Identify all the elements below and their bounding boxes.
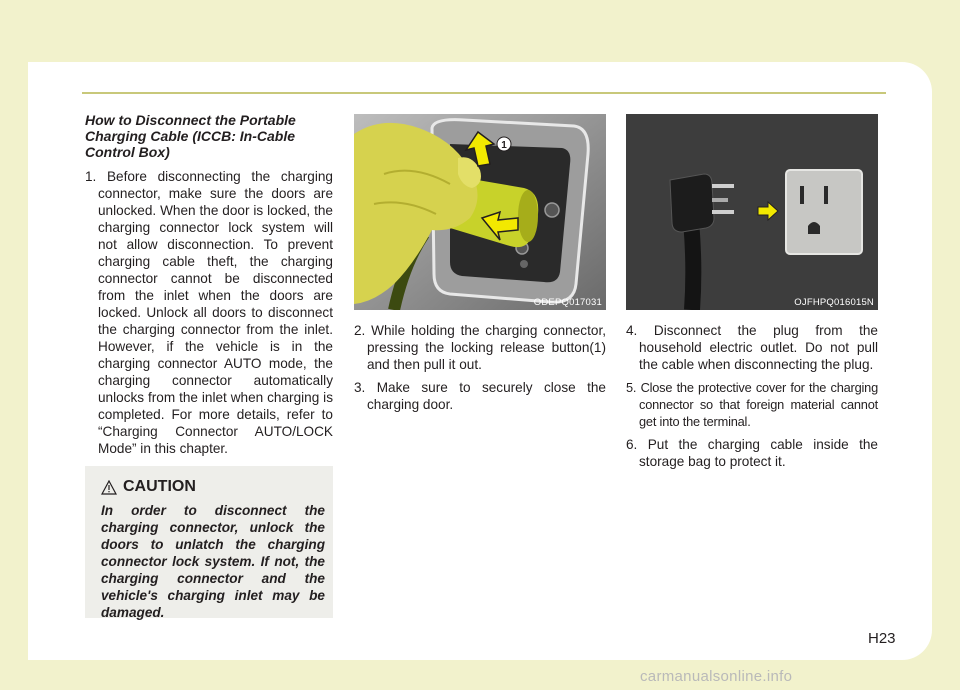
step-6: 6. Put the charging cable inside the storage bag to protect it.	[626, 437, 878, 469]
warning-triangle-icon	[101, 480, 117, 495]
caution-title: CAUTION	[123, 478, 196, 495]
figure-connector-release	[354, 114, 606, 310]
figure-caption: OJFHPQ016015N	[794, 297, 874, 308]
caution-header	[101, 476, 196, 498]
step-3: 3. Make sure to securely close the charging door.	[354, 380, 606, 412]
page-number: H23	[868, 630, 896, 647]
callout-number: 1	[501, 140, 507, 151]
figure-caption: ODEPQ017031	[533, 297, 602, 308]
column-right	[626, 114, 878, 476]
section-title: How to Disconnect the Portable Charging Cable (ICCB: In-Cable Control Box)	[85, 112, 296, 160]
column-middle	[354, 114, 606, 419]
step-1: 1. Before disconnecting the charging connector, make sure the doors are unlocked. When the door is locked, the charging connector lock system will not allow disconnection. To prevent charging cable theft, the charging connector cannot be disconnected from the inlet when the doors are locked. Unlock all doors to disconnect the charging connector from the inlet. However, if the vehicle is in the charging connector AUTO mode, the charging connector automatically unlocks from the inlet when charging is completed. For more details, refer to “Charging Connector AUTO/LOCK Mode” in this chapter.	[85, 169, 333, 456]
caution-box	[85, 466, 333, 618]
header-rule	[82, 92, 886, 94]
step-2: 2. While holding the charging connector, pressing the locking release button(1) and then pull it out.	[354, 323, 606, 372]
watermark-link[interactable]: carmanualsonline.info	[640, 668, 793, 685]
caution-text: In order to disconnect the charging connector, unlock the doors to unlatch the charging connector lock system. If not, the charging connector and the vehicle's charging inlet may be damaged.	[101, 503, 325, 620]
step-4: 4. Disconnect the plug from the household electric outlet. Do not pull the cable when disconnecting the plug.	[626, 323, 878, 372]
column-left	[85, 112, 333, 463]
plug-outlet-illustration	[626, 114, 878, 310]
connector-illustration	[354, 114, 606, 310]
figure-plug-outlet	[626, 114, 878, 310]
step-5: 5. Close the protective cover for the charging connector so that foreign material cannot get into the terminal.	[626, 380, 878, 429]
